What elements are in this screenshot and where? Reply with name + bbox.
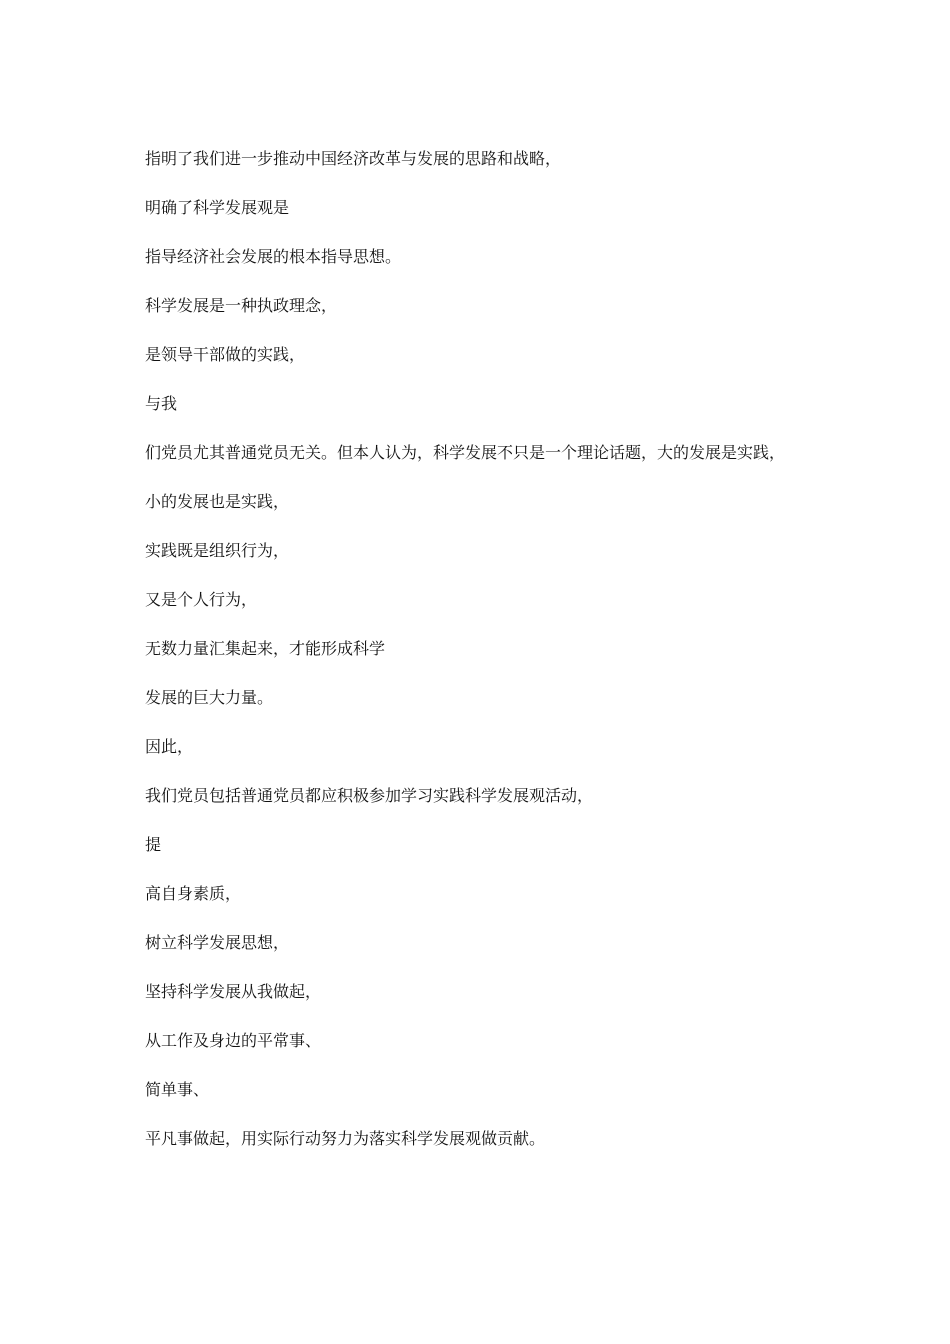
text-line: 小的发展也是实践，: [145, 492, 290, 511]
document-body: [145, 144, 785, 1173]
text-line: 实践既是组织行为，: [145, 541, 290, 560]
text-line: 树立科学发展思想，: [145, 933, 290, 952]
text-line: 与我: [145, 394, 178, 413]
text-line: 从工作及身边的平常事、: [145, 1031, 322, 1050]
text-line: 是领导干部做的实践，: [145, 345, 306, 364]
text-line: 发展的巨大力量。: [145, 688, 274, 707]
text-line: 又是个人行为，: [145, 590, 258, 609]
text-line: 提: [145, 835, 162, 854]
text-line: 科学发展是一种执政理念，: [145, 296, 338, 315]
text-line: 简单事、: [145, 1080, 210, 1099]
text-line: 无数力量汇集起来，才能形成科学: [145, 639, 386, 658]
text-line: 因此，: [145, 737, 194, 756]
text-line: 坚持科学发展从我做起，: [145, 982, 322, 1001]
text-line: 我们党员包括普通党员都应积极参加学习实践科学发展观活动，: [145, 786, 594, 805]
text-line: 明确了科学发展观是: [145, 198, 290, 217]
text-line: 指明了我们进一步推动中国经济改革与发展的思路和战略，: [145, 149, 562, 168]
text-line: 指导经济社会发展的根本指导思想。: [145, 247, 402, 266]
text-line: 们党员尤其普通党员无关。但本人认为，科学发展不只是一个理论话题，大的发展是实践，: [145, 443, 786, 462]
text-line: 平凡事做起，用实际行动努力为落实科学发展观做贡献。: [145, 1129, 546, 1148]
text-line: 高自身素质，: [145, 884, 242, 903]
